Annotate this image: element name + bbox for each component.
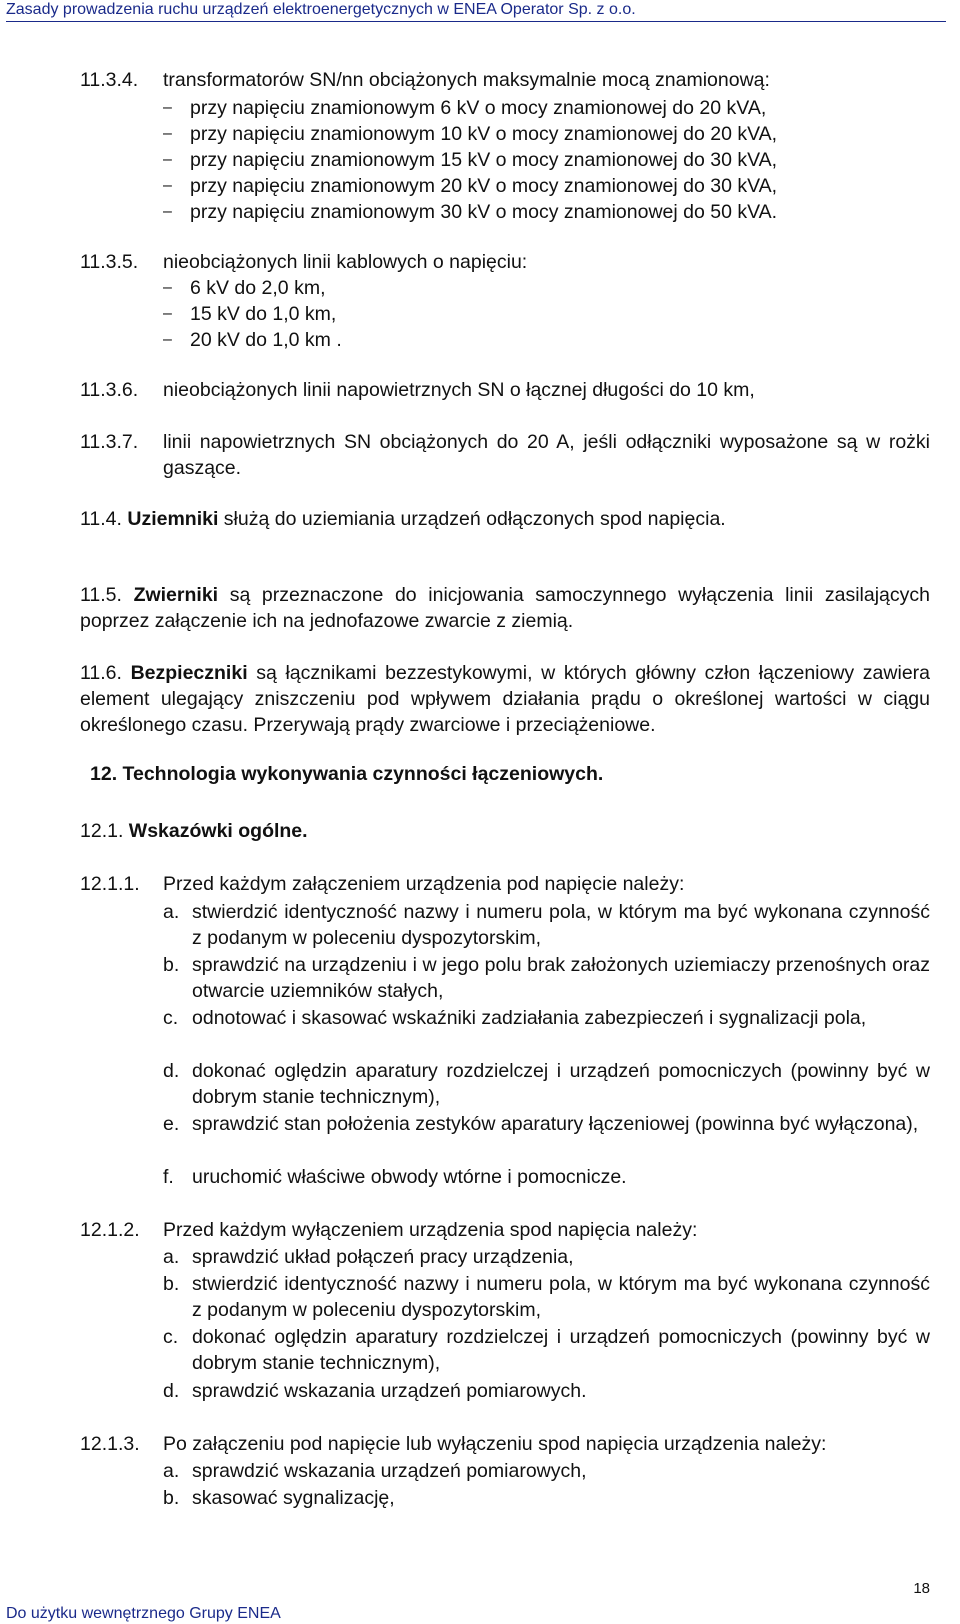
term-uziemniki: Uziemniki — [127, 508, 219, 530]
section-number-11-3-5: 11.3.5. — [80, 251, 139, 273]
section-text-12-1-1: Przed każdym załączeniem urządzenia pod napięcie należy: — [163, 873, 685, 895]
item-letter: d. — [163, 1060, 180, 1082]
list-item: przy napięciu znamionowym 15 kV o mocy znamionowej do 30 kVA, — [190, 149, 778, 171]
item-text: uruchomić właściwe obwody wtórne i pomocnicze. — [192, 1166, 627, 1188]
chapter-title: Technologia wykonywania czynności łączeniowych. — [122, 763, 604, 785]
item-letter: b. — [163, 1487, 180, 1509]
list-item: przy napięciu znamionowym 10 kV o mocy znamionowej do 20 kVA, — [190, 123, 778, 145]
list-item: przy napięciu znamionowym 20 kV o mocy znamionowej do 30 kVA, — [190, 175, 778, 197]
item-letter: b. — [163, 1273, 180, 1295]
definition-text: służą do uziemiania urządzeń odłączonych spod napięcia. — [218, 508, 726, 530]
section-heading-12-1 — [80, 819, 308, 843]
dash-icon: – — [163, 151, 172, 168]
list-item: 20 kV do 1,0 km . — [190, 329, 342, 351]
item-letter: a. — [163, 1460, 180, 1482]
dash-icon: – — [163, 331, 172, 348]
section-number-12-1-3: 12.1.3. — [80, 1433, 140, 1455]
definition-text: są łącznikami bezzestykowymi, w których główny człon łączeniowy zawiera element ulegający zniszczeniu pod wpływem działania prądu o określonej wartości w ciągu określonego czasu. Przerywają prądy zwarciowe i przeciążeniowe. — [80, 662, 931, 736]
section-number-12-1-2: 12.1.2. — [80, 1219, 140, 1241]
section-number: 11.6. — [80, 662, 122, 684]
item-text: skasować sygnalizację, — [192, 1487, 395, 1509]
list-item: przy napięciu znamionowym 30 kV o mocy znamionowej do 50 kVA. — [190, 201, 778, 223]
item-letter: a. — [163, 901, 180, 923]
document-header: Zasady prowadzenia ruchu urządzeń elektroenergetycznych w ENEA Operator Sp. z o.o. — [6, 1, 636, 18]
list-item: przy napięciu znamionowym 6 kV o mocy znamionowej do 20 kVA, — [190, 97, 767, 119]
dash-icon: – — [163, 99, 172, 116]
item-text: sprawdzić układ połączeń pracy urządzenia, — [192, 1246, 574, 1268]
item-text: sprawdzić wskazania urządzeń pomiarowych, — [192, 1460, 587, 1482]
chapter-number: 12. — [90, 763, 118, 785]
list-item: 6 kV do 2,0 km, — [190, 277, 326, 299]
list-item: 15 kV do 1,0 km, — [190, 303, 337, 325]
section-text-11-3-6: nieobciążonych linii napowietrznych SN o łącznej długości do 10 km, — [163, 379, 755, 401]
item-letter: e. — [163, 1113, 180, 1135]
section-number: 11.4. — [80, 508, 122, 530]
section-11-6 — [80, 660, 930, 738]
dash-icon: – — [163, 279, 172, 296]
chapter-heading-12 — [90, 762, 603, 786]
item-text: sprawdzić wskazania urządzeń pomiarowych. — [192, 1380, 587, 1402]
page-number: 18 — [913, 1580, 930, 1597]
section-text-11-3-7: linii napowietrznych SN obciążonych do 20 A, jeśli odłączniki wyposażone są w rożki gaszące. — [163, 431, 930, 479]
item-letter: a. — [163, 1246, 180, 1268]
section-number-11-3-4: 11.3.4. — [80, 69, 139, 91]
section-text-11-3-5: nieobciążonych linii kablowych o napięciu: — [163, 251, 528, 273]
item-text: sprawdzić na urządzeniu i w jego polu brak założonych uziemiaczy przenośnych oraz otwarcie uziemników stałych, — [192, 954, 930, 1002]
item-letter: c. — [163, 1007, 179, 1029]
section-number: 12.1. — [80, 820, 124, 842]
item-text: sprawdzić stan położenia zestyków aparatury łączeniowej (powinna być wyłączona), — [192, 1113, 919, 1135]
dash-icon: – — [163, 125, 172, 142]
item-text: dokonać oględzin aparatury rozdzielczej i urządzeń pomocniczych (powinny być w dobrym stanie technicznym), — [192, 1326, 930, 1374]
item-letter: f. — [163, 1166, 174, 1188]
item-letter: b. — [163, 954, 180, 976]
section-number-11-3-6: 11.3.6. — [80, 379, 139, 401]
term-zwierniki: Zwierniki — [133, 584, 219, 606]
section-number-11-3-7: 11.3.7. — [80, 431, 139, 453]
section-11-5 — [80, 582, 930, 634]
dash-icon: – — [163, 203, 172, 220]
dash-icon: – — [163, 177, 172, 194]
section-text-12-1-3: Po załączeniu pod napięcie lub wyłączeniu spod napięcia urządzenia należy: — [163, 1433, 827, 1455]
item-letter: c. — [163, 1326, 179, 1348]
header-rule — [6, 21, 946, 22]
section-text-11-3-4: transformatorów SN/nn obciążonych maksymalnie mocą znamionową: — [163, 69, 770, 91]
document-footer: Do użytku wewnętrznego Grupy ENEA — [6, 1605, 281, 1622]
definition-text: są przeznaczone do inicjowania samoczynnego wyłączenia linii zasilających poprzez załączenie ich na jednofazowe zwarcie z ziemią. — [80, 584, 930, 632]
section-text-12-1-2: Przed każdym wyłączeniem urządzenia spod napięcia należy: — [163, 1219, 698, 1241]
item-text: odnotować i skasować wskaźniki zadziałania zabezpieczeń i sygnalizacji pola, — [192, 1007, 867, 1029]
section-title: Wskazówki ogólne. — [128, 820, 308, 842]
section-number-12-1-1: 12.1.1. — [80, 873, 140, 895]
item-text: stwierdzić identyczność nazwy i numeru pola, w którym ma być wykonana czynność z podanym w poleceniu dyspozytorskim, — [192, 1273, 930, 1321]
dash-icon: – — [163, 305, 172, 322]
item-letter: d. — [163, 1380, 180, 1402]
section-number: 11.5. — [80, 584, 122, 606]
section-number-11-4 — [80, 507, 726, 531]
item-text: dokonać oględzin aparatury rozdzielczej i urządzeń pomocniczych (powinny być w dobrym stanie technicznym), — [192, 1060, 930, 1108]
term-bezpieczniki: Bezpieczniki — [130, 662, 248, 684]
item-text: stwierdzić identyczność nazwy i numeru pola, w którym ma być wykonana czynność z podanym w poleceniu dyspozytorskim, — [192, 901, 930, 949]
